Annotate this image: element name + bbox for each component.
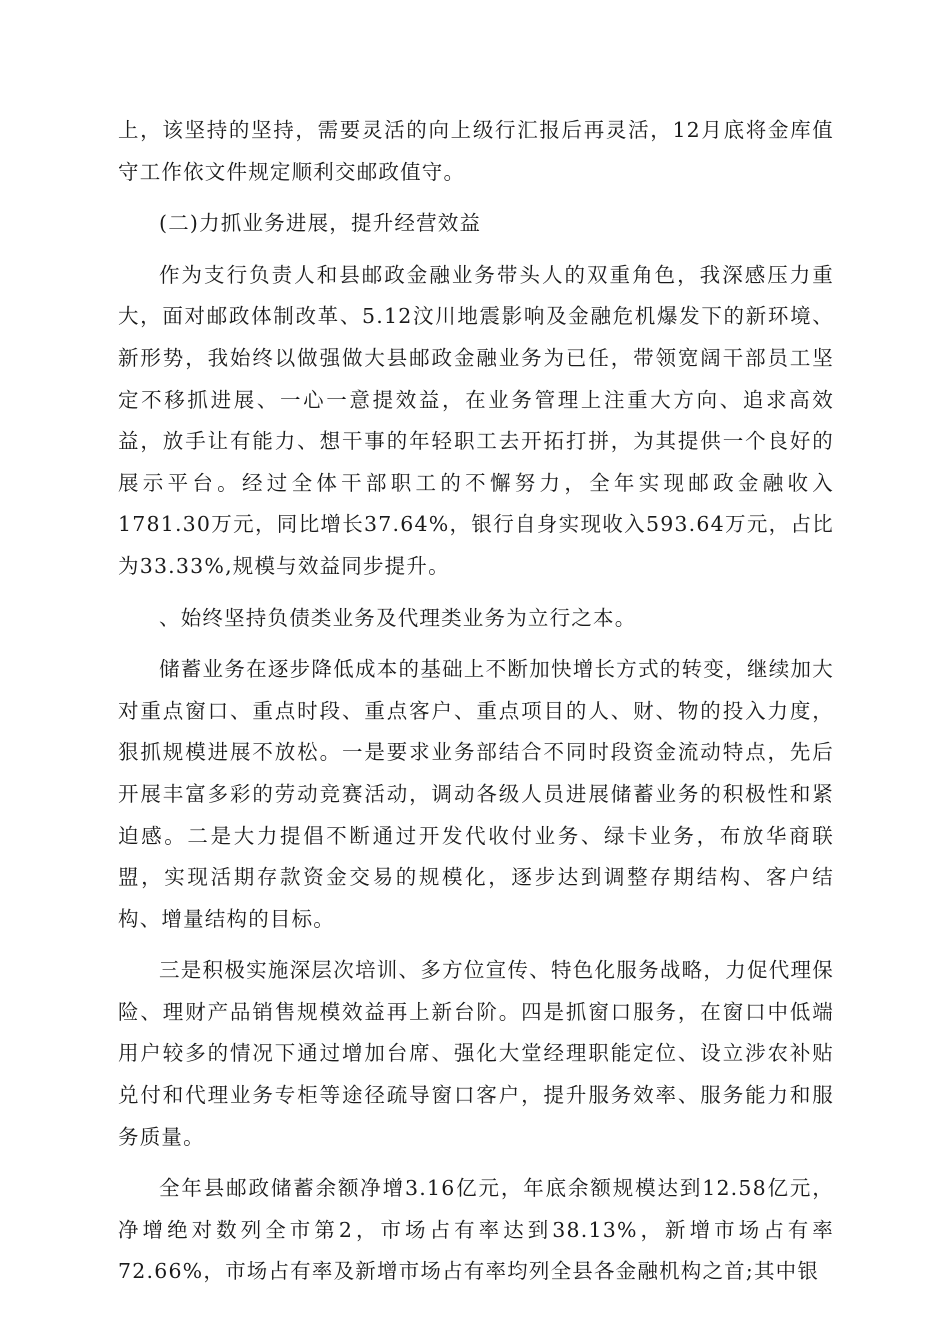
paragraph-spacer — [118, 245, 834, 255]
paragraph-spacer — [118, 588, 834, 598]
paragraph-spacer — [118, 1158, 834, 1168]
paragraph-spacer — [118, 639, 834, 649]
paragraph-savings-business: 储蓄业务在逐步降低成本的基础上不断加快增长方式的转变，继续加大对重点窗口、重点时段、重点客户、重点项目的人、财、物的投入力度，狠抓规模进展不放松。一是要求业务部结合不同时段资金流动特点，先后开展丰富多彩的劳动竞赛活动，调动各级人员进展储蓄业务的积极性和紧迫感。二是大力提倡不断通过开发代收付业务、绿卡业务，布放华商联盟，实现活期存款资金交易的规模化，逐步达到调整存期结构、客户结构、增量结构的目标。 — [118, 657, 834, 931]
paragraph-income-summary: 作为支行负责人和县邮政金融业务带头人的双重角色，我深感压力重大，面对邮政体制改革、5.12汶川地震影响及金融危机爆发下的新环境、新形势，我始终以做强做大县邮政金融业务为已任，带领宽阔干部员工坚定不移抓进展、一心一意提效益，在业务管理上注重大方向、追求高效益，放手让有能力、想干事的年轻职工去开拓打拼，为其提供一个良好的展示平台。经过全体干部职工的不懈努力，全年实现邮政金融收入1781.30万元，同比增长37.64%，银行自身实现收入593.64万元，占比为33.33%,规模与效益同步提升。 — [118, 262, 834, 578]
paragraph-spacer — [118, 940, 834, 950]
paragraph-annual-results: 全年县邮政储蓄余额净增3.16亿元，年底余额规模达到12.58亿元，净增绝对数列全市第2，市场占有率达到38.13%，新增市场占有率72.66%，市场占有率及新增市场占有率均列全县各金融机构之首;其中银 — [118, 1176, 834, 1284]
subsection-heading: 、始终坚持负债类业务及代理类业务为立行之本。 — [159, 605, 637, 630]
section-heading: (二)力抓业务进展，提升经营效益 — [159, 211, 482, 236]
paragraph-spacer — [118, 193, 834, 203]
document-body — [118, 110, 834, 1293]
paragraph-service-strategy: 三是积极实施深层次培训、多方位宣传、特色化服务战略，力促代理保险、理财产品销售规模效益再上新台阶。四是抓窗口服务，在窗口中低端用户较多的情况下通过增加台席、强化大堂经理职能定位、设立涉农补贴兑付和代理业务专柜等途径疏导窗口客户，提升服务效率、服务能力和服务质量。 — [118, 958, 834, 1149]
paragraph-continuation: 上，该坚持的坚持，需要灵活的向上级行汇报后再灵活，12月底将金库值守工作依文件规定顺利交邮政值守。 — [118, 118, 834, 184]
